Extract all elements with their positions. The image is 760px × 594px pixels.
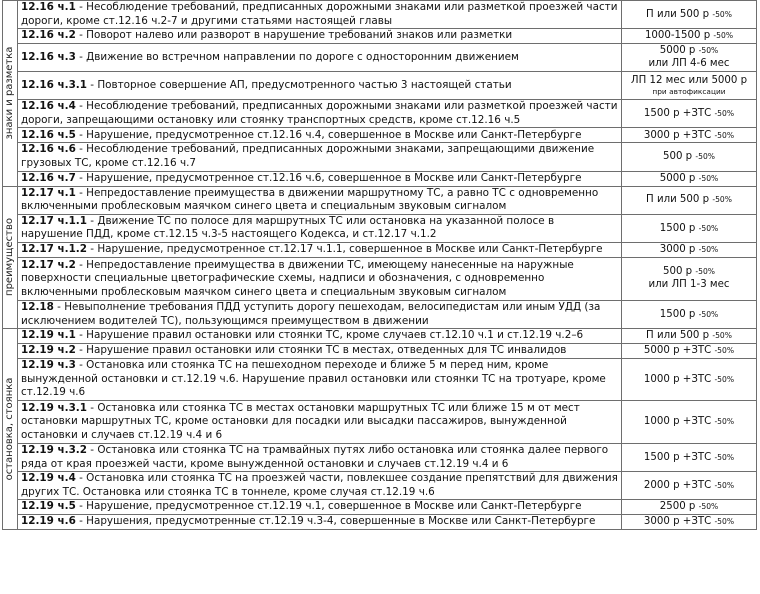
row-description: 12.19 ч.1 - Нарушение правил остановки или стоянки ТС, кроме случаев ст.12.10 ч.1 и ст.12.19 ч.2–6: [18, 329, 622, 344]
row-penalty: ЛП 12 мес или 5000 р при автофиксации: [622, 72, 757, 100]
table-row: [3, 472, 757, 500]
table-row: [3, 300, 757, 328]
row-penalty: 1500 р -50%: [622, 214, 757, 242]
article-code: 12.17 ч.2: [21, 258, 76, 271]
row-description: 12.19 ч.3.2 - Остановка или стоянка ТС на трамвайных путях либо остановка или стоянка далее первого ряда от края проезжей части, кроме вынужденной остановки и случаев ст.12.19 ч.4 и 6: [18, 443, 622, 471]
row-penalty: 500 р -50%: [622, 143, 757, 171]
table-row: [3, 500, 757, 515]
table-row: [3, 29, 757, 44]
row-penalty: 5000 р +ЗТС -50%: [622, 344, 757, 359]
table-row: [3, 72, 757, 100]
table-row: [3, 329, 757, 344]
row-description: 12.16 ч.5 - Нарушение, предусмотренное ст.12.16 ч.4, совершенное в Москве или Санкт-Петербурге: [18, 128, 622, 143]
row-penalty: 5000 р -50%: [622, 171, 757, 186]
table-row: [3, 214, 757, 242]
row-penalty: 3000 р +ЗТС -50%: [622, 128, 757, 143]
row-description: 12.16 ч.4 - Несоблюдение требований, предписанных дорожными знаками или разметкой проезжей части дороги, запрещающими остановку или стоянку транспортных средств, кроме ст.12.16 ч.5: [18, 100, 622, 128]
row-description: 12.17 ч.2 - Непредоставление преимущества в движении ТС, имеющему нанесенные на наружные поверхности специальные цветографические схемы, надписи и обозначения, с одновременно включенными проблесковым маячком синего цвета и специальным звуковым сигналом: [18, 257, 622, 300]
table-row: [3, 242, 757, 257]
row-penalty: П или 500 р -50%: [622, 1, 757, 29]
table-row: [3, 515, 757, 530]
row-description: 12.16 ч.7 - Нарушение, предусмотренное ст.12.16 ч.6, совершенное в Москве или Санкт-Петербурге: [18, 171, 622, 186]
article-code: 12.16 ч.1: [21, 1, 76, 13]
article-code: 12.16 ч.3.1: [21, 78, 87, 91]
table-row: [3, 186, 757, 214]
article-code: 12.16 ч.2: [21, 29, 76, 42]
row-description: 12.19 ч.3 - Остановка или стоянка ТС на пешеходном переходе и ближе 5 м перед ним, кроме вынужденной остановки и ст.12.19 ч.6. Нарушение правил остановки или стоянки ТС на тротуаре, кроме ст.12.19 ч.6: [18, 359, 622, 401]
row-penalty: 5000 р -50% или ЛП 4-6 мес: [622, 44, 757, 72]
row-description: 12.19 ч.2 - Нарушение правил остановки или стоянки ТС в местах, отведенных для ТС инвалидов: [18, 344, 622, 359]
row-description: 12.16 ч.6 - Несоблюдение требований, предписанных дорожными знаками, запрещающими движение грузовых ТС, кроме ст.12.16 ч.7: [18, 143, 622, 171]
row-description: 12.16 ч.3 - Движение во встречном направлении по дороге с односторонним движением: [18, 44, 622, 72]
table-row: [3, 443, 757, 471]
article-code: 12.18: [21, 300, 54, 313]
row-penalty: 3000 р -50%: [622, 242, 757, 257]
row-penalty: 1500 р +ЗТС -50%: [622, 443, 757, 471]
table-row: [3, 400, 757, 443]
article-code: 12.19 ч.4: [21, 472, 76, 485]
article-code: 12.19 ч.5: [21, 500, 76, 513]
fines-table: [2, 0, 757, 530]
row-description: 12.17 ч.1 - Непредоставление преимущества в движении маршрутному ТС, а равно ТС с одновременно включенными проблесковым маячком синего цвета и специальным звуковым сигналом: [18, 186, 622, 214]
row-description: 12.19 ч.5 - Нарушение, предусмотренное ст.12.19 ч.1, совершенное в Москве или Санкт-Петербурге: [18, 500, 622, 515]
row-penalty: 1000 р +ЗТС -50%: [622, 400, 757, 443]
row-penalty: 500 р -50% или ЛП 1-3 мес: [622, 257, 757, 300]
table-row: [3, 128, 757, 143]
section-label-signs: знаки и разметка: [3, 1, 18, 187]
row-description: 12.19 ч.4 - Остановка или стоянка ТС на проезжей части, повлекшее создание препятствий для движения других ТС. Остановка или стоянка ТС в тоннеле, кроме случая ст.12.19 ч.6: [18, 472, 622, 500]
row-description: 12.18 - Невыполнение требования ПДД уступить дорогу пешеходам, велосипедистам или иным УДД (за исключением водителей ТС), пользующимся преимуществом в движении: [18, 300, 622, 328]
row-penalty: 2000 р +ЗТС -50%: [622, 472, 757, 500]
table-row: [3, 100, 757, 128]
article-code: 12.19 ч.3.1: [21, 401, 87, 414]
row-description: 12.17 ч.1.2 - Нарушение, предусмотренное ст.12.17 ч.1.1, совершенное в Москве или Санкт-Петербурге: [18, 242, 622, 257]
article-code: 12.17 ч.1: [21, 186, 76, 199]
table-row: [3, 143, 757, 171]
row-description: 12.16 ч.3.1 - Повторное совершение АП, предусмотренного частью 3 настоящей статьи: [18, 72, 622, 100]
row-description: 12.17 ч.1.1 - Движение ТС по полосе для маршрутных ТС или остановка на указанной полосе в нарушение ПДД, кроме ст.12.15 ч.3-5 настоящего Кодекса, и ст.12.17 ч.1.2: [18, 214, 622, 242]
table-row: [3, 257, 757, 300]
article-code: 12.16 ч.3: [21, 50, 76, 63]
article-code: 12.19 ч.1: [21, 329, 76, 342]
row-penalty: 2500 р -50%: [622, 500, 757, 515]
article-code: 12.16 ч.6: [21, 143, 76, 156]
table-row: [3, 171, 757, 186]
table-row: [3, 344, 757, 359]
row-penalty: 1500 р -50%: [622, 300, 757, 328]
article-code: 12.19 ч.2: [21, 344, 76, 357]
row-penalty: 1000-1500 р -50%: [622, 29, 757, 44]
article-code: 12.19 ч.6: [21, 515, 76, 528]
article-code: 12.19 ч.3.2: [21, 443, 87, 456]
row-penalty: П или 500 р -50%: [622, 186, 757, 214]
row-description: 12.16 ч.1 - Несоблюдение требований, предписанных дорожными знаками или разметкой проезжей части дороги, кроме ст.12.16 ч.2-7 и другими статьями настоящей главы: [18, 1, 622, 29]
row-penalty: 1000 р +ЗТС -50%: [622, 359, 757, 401]
row-penalty: 3000 р +ЗТС -50%: [622, 515, 757, 530]
article-code: 12.19 ч.3: [21, 359, 76, 372]
row-description: 12.16 ч.2 - Поворот налево или разворот в нарушение требований знаков или разметки: [18, 29, 622, 44]
row-penalty: 1500 р +ЗТС -50%: [622, 100, 757, 128]
section-label-stopping: остановка, стоянка: [3, 329, 18, 530]
article-code: 12.16 ч.7: [21, 171, 76, 184]
row-penalty: П или 500 р -50%: [622, 329, 757, 344]
row-description: 12.19 ч.6 - Нарушения, предусмотренные ст.12.19 ч.3-4, совершенные в Москве или Санкт-Петербурге: [18, 515, 622, 530]
article-code: 12.16 ч.5: [21, 128, 76, 141]
table-row: [3, 359, 757, 401]
row-description: 12.19 ч.3.1 - Остановка или стоянка ТС в местах остановки маршрутных ТС или ближе 15 м от мест остановки маршрутных ТС, кроме остановки для посадки или высадки пассажиров, вынужденной остановки и случаев ст.12.19 ч.4 и 6: [18, 400, 622, 443]
article-code: 12.16 ч.4: [21, 100, 76, 113]
article-code: 12.17 ч.1.1: [21, 214, 87, 227]
article-code: 12.17 ч.1.2: [21, 243, 87, 256]
section-label-priority: преимущество: [3, 186, 18, 329]
table-row: [3, 44, 757, 72]
table-row: [3, 1, 757, 29]
